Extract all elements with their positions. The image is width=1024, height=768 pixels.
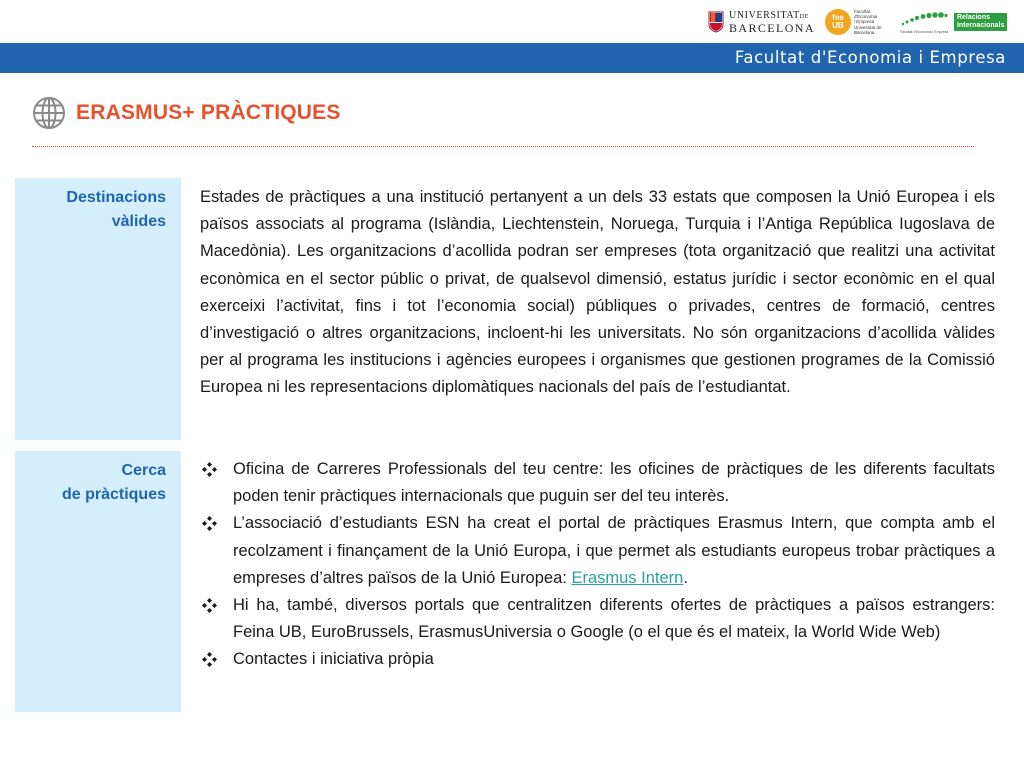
ri-dots-graphic [900, 10, 948, 34]
page-title: ERASMUS+ PRÀCTIQUES [76, 101, 341, 124]
ri-label: Relacions Internacionals [954, 13, 1007, 31]
fee-logo-text: Facultat d'Economia i Empresa Universitat de Barcelona [853, 9, 882, 35]
globe-icon [32, 96, 66, 130]
diamond-bullet-icon [202, 462, 217, 477]
search-list [200, 456, 995, 674]
relacions-internacionals-logo [900, 10, 1007, 34]
ri-caption: Facultat d'Economia i Empresa [899, 30, 949, 34]
erasmus-intern-link[interactable]: Erasmus Intern [571, 568, 684, 587]
list-item: Oficina de Carreres Professionals del teu centre: les oficines de pràctiques de les diferents facultats poden tenir pràctiques internacionals que puguin ser del teu interès. [200, 456, 995, 510]
section-label-destinacions: Destinacions vàlides [15, 178, 181, 440]
diamond-bullet-icon [202, 598, 217, 613]
university-name-line1: UNIVERSITATDE [729, 9, 809, 21]
list-item: Contactes i iniciativa pròpia [200, 646, 995, 673]
faculty-band-text: Facultat d'Economia i Empresa [734, 48, 1006, 67]
section-label-cerca: Cerca de pràctiques [15, 451, 181, 712]
list-item: Hi ha, també, diversos portals que centralitzen diferents ofertes de pràctiques a països estrangers: Feina UB, EuroBrussels, ErasmusUniversia o Google (o el que és el mateix, la World Wide Web) [200, 592, 995, 646]
faculty-band [0, 43, 1024, 73]
title-divider [32, 146, 974, 147]
university-logo [708, 11, 815, 34]
fee-logo [825, 9, 892, 35]
diamond-bullet-icon [202, 652, 217, 667]
list-item: L’associació d’estudiants ESN ha creat el portal de pràctiques Erasmus Intern, que compta amb el recolzament i finançament de la Unió Europa, i que permet als estudiants europeus trobar pràctiques a empreses d’altres països de la Unió Europea: Erasmus Intern. [200, 510, 995, 592]
university-name-line2: BARCELONA [729, 20, 815, 35]
ri-dots-icon [900, 10, 948, 28]
fee-circle-badge: fee UB [825, 9, 851, 35]
university-shield-icon [708, 11, 724, 33]
section-text-destinacions: Estades de pràctiques a una institució pertanyent a un dels 33 estats que composen la Unió Europea i els països associats al programa (Islàndia, Liechtenstein, Noruega, Turquia i l’Antiga República Iugoslava de Macedònia). Les organitzacions d’acollida podran ser empreses (tota organització que realitzi una activitat econòmica en el sector públic o privat, de qualsevol dimensió, estatus jurídic i sector econòmic en el qual exerceixi l’activitat, fins i tot l’economia social) públiques o privades, centres de formació, centres d’investigació o altres organitzacions, incloent-hi les universitats. No són organitzacions d’acollida vàlides per al programa les institucions i agències europees i organismes que gestionen programes de la Comissió Europea ni les representacions diplomàtiques nacionals del país de l’estudiantat. [200, 188, 995, 397]
diamond-bullet-icon [202, 516, 217, 531]
title-row [32, 96, 341, 130]
header-logos [708, 6, 1007, 38]
